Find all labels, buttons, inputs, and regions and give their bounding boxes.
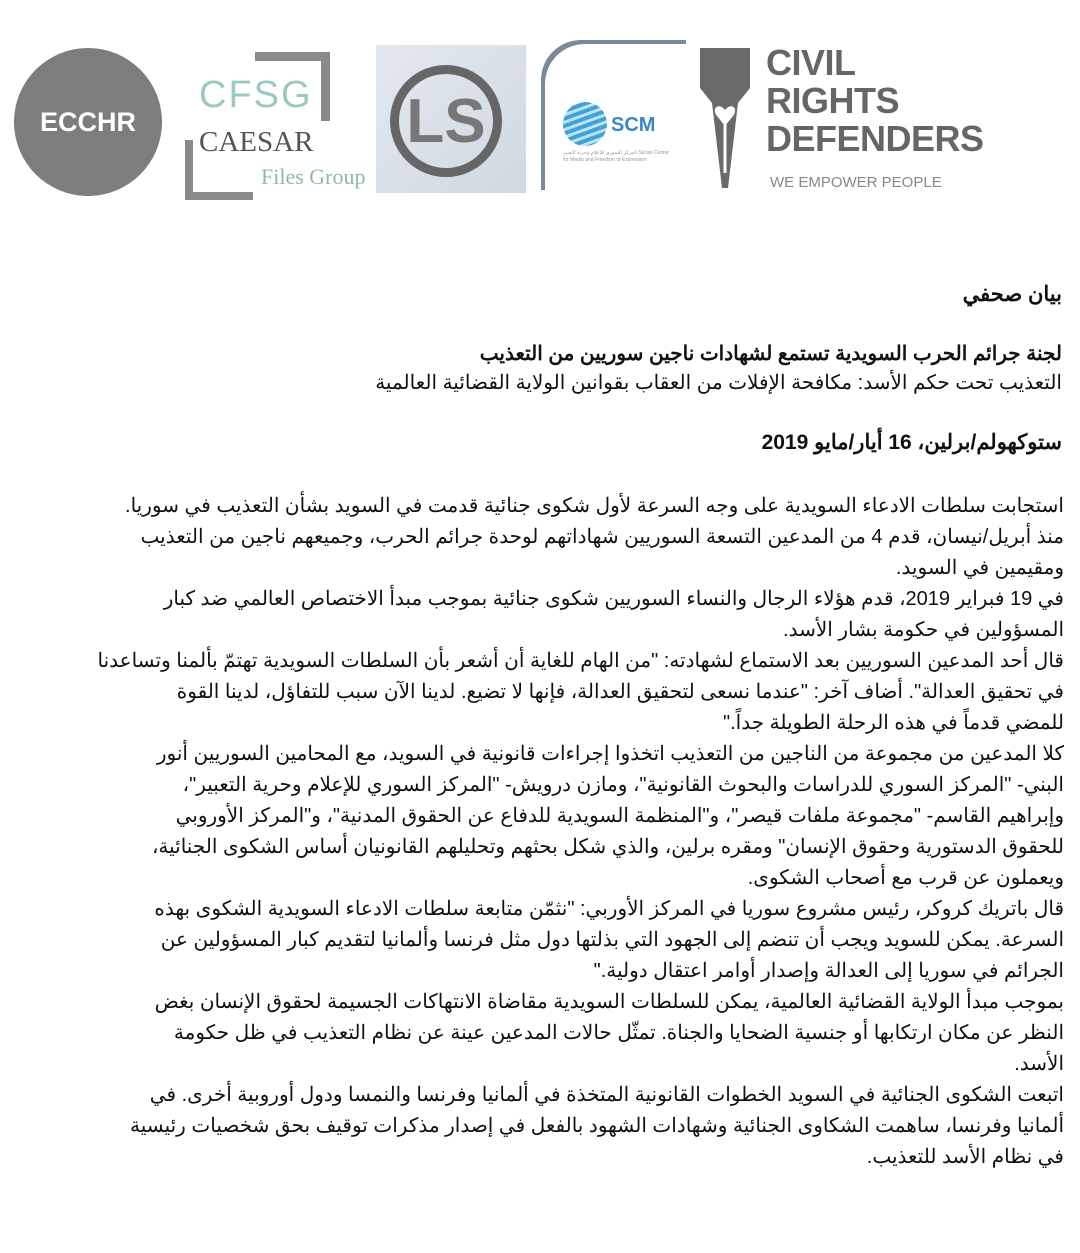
body-line: في تحقيق العدالة". أضاف آخر: "عندما نسعى لتحقيق العدالة، فإنها لا تضيع. لدينا الآن سبب للتفاؤل، لدينا القوة <box>176 681 1064 703</box>
civil-rights-defenders-logo <box>700 44 1030 199</box>
crd-name-line: RIGHTS <box>766 80 900 121</box>
scm-small-text: المركز السوري للإعلام وحرية التعبير Syrian Center for Media and Freedom of Expression <box>563 150 670 163</box>
dateline: ستوكهولم/برلين، 16 أيار/مايو 2019 <box>761 431 1062 454</box>
body-line: الأسد. <box>1014 1053 1064 1075</box>
document-subtitle: التعذيب تحت حكم الأسد: مكافحة الإفلات من العقاب بقوانين الولاية القضائية العالمية <box>375 372 1062 394</box>
scm-abbr: SCM <box>611 114 656 136</box>
body-line: قال أحد المدعين السوريين بعد الاستماع لشهادته: "من الهام للغاية أن أشعر بأن السلطات السويدية تهتمّ بألمنا وتساعدنا <box>97 650 1064 672</box>
body-line: بموجب مبدأ الولاية القضائية العالمية، يمكن للسلطات السويدية مقاضاة الانتهاكات الجسيمة لحقوق الإنسان بغض <box>154 991 1064 1013</box>
body-line: للمضي قدماً في هذه الرحلة الطويلة جداً." <box>722 712 1064 734</box>
crd-name-line: CIVIL <box>766 42 856 83</box>
body-line: في 19 فبراير 2019، قدم هؤلاء الرجال والنساء السوريين شكوى جنائية بموجب مبدأ الاختصاص العالمي ضد كبار <box>163 588 1064 610</box>
cfsg-sub: Files Group <box>261 164 366 189</box>
crd-name-line: DEFENDERS <box>766 118 984 159</box>
ecchr-logo-text: ECCHR <box>39 106 136 137</box>
ls-logo-ring <box>390 65 502 177</box>
body-line: الجرائم في سوريا إلى العدالة وإصدار أوامر اعتقال دولية." <box>593 960 1064 982</box>
pen-nib-icon <box>700 48 750 188</box>
body-line: السرعة. يمكن للسويد ويجب أن تنضم إلى الجهود التي بذلتها دول مثل فرنسا وألمانيا لتقديم كبار المسؤولين عن <box>160 929 1064 951</box>
body-line: منذ أبريل/نيسان، قدم 4 من المدعين التسعة السوريين شهاداتهم لوحدة جرائم الحرب، وجميعهم ناجين من التعذيب <box>140 526 1064 548</box>
crd-tagline: WE EMPOWER PEOPLE <box>770 174 942 191</box>
body-line: كلا المدعين من مجموعة من الناجين من التعذيب اتخذوا إجراءات قانونية في السويد، مع المحامين السوريين أنور <box>156 743 1064 765</box>
document-title: لجنة جرائم الحرب السويدية تستمع لشهادات ناجين سوريين من التعذيب <box>479 343 1062 365</box>
cfsg-name: CAESAR <box>199 126 314 158</box>
body-line: البني- "المركز السوري للدراسات والبحوث القانونية"، ومازن درويش- "المركز السوري للإعلام وحرية التعبير"، <box>182 774 1064 796</box>
body-line: اتبعت الشكوى الجنائية في السويد الخطوات القانونية المتخذة في ألمانيا وفرنسا والنمسا ودول أوروبية أخرى. في <box>149 1084 1064 1106</box>
body-line: النظر عن مكان ارتكابها أو جنسية الضحايا والجناة. تمثّل حالات المدعين عينة عن نظام التعذيب في ظل حكومة <box>173 1022 1064 1044</box>
ls-logo <box>376 45 526 193</box>
document-body <box>16 491 1064 1173</box>
body-line: المسؤولين في حكومة بشار الأسد. <box>783 619 1064 641</box>
body-line: استجابت سلطات الادعاء السويدية على وجه السرعة لأول شكوى جنائية قدمت في السويد بشأن التعذيب في سوريا. <box>125 495 1064 517</box>
cfsg-abbr: CFSG <box>199 74 313 116</box>
scm-logo <box>545 44 690 194</box>
body-line: في نظام الأسد للتعذيب. <box>866 1146 1064 1168</box>
globe-icon <box>563 102 607 146</box>
ls-logo-text: LS <box>406 86 486 156</box>
crd-name <box>766 44 984 158</box>
body-line: ويعملون عن قرب مع أصحاب الشكوى. <box>747 867 1064 889</box>
body-line: قال باتريك كروكر، رئيس مشروع سوريا في المركز الأوربي: "نثمّن متابعة سلطات الادعاء السويدية الشكوى بهذه <box>154 898 1064 920</box>
body-line: وإبراهيم القاسم- "مجموعة ملفات قيصر"، و"المنظمة السويدية للدفاع عن الحقوق المدنية"، و"المركز الأوروبي <box>175 805 1064 827</box>
caesar-files-group-logo <box>185 52 370 192</box>
body-line: للحقوق الدستورية وحقوق الإنسان" ومقره برلين، والذي شكل بحثهم وتحليلهم القانونيان أساس الشكوى الجنائية، <box>151 836 1064 858</box>
press-release-label: بيان صحفي <box>962 283 1062 306</box>
body-line: ألمانيا وفرنسا، ساهمت الشكاوى الجنائية وشهادات الشهود بالفعل في إصدار مذكرات توقيف بحق شخصيات رئيسية <box>129 1115 1064 1137</box>
ecchr-logo <box>14 48 162 196</box>
body-line: ومقيمين في السويد. <box>895 557 1064 579</box>
